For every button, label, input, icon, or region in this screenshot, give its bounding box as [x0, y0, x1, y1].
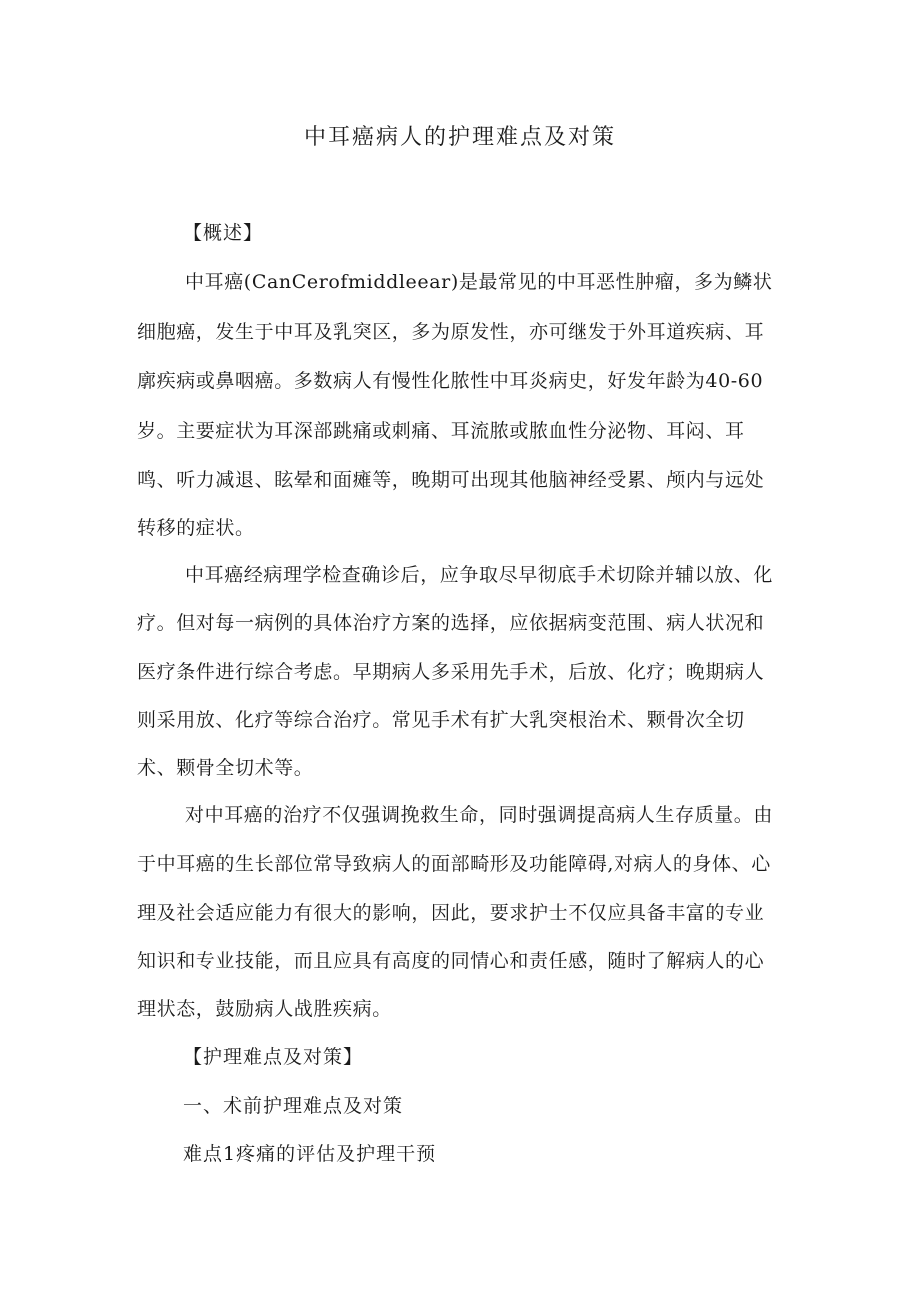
subheading-difficulty-1: 难点1疼痛的评估及护理干预: [183, 1143, 437, 1165]
paragraph-2-line: 中耳癌经病理学检查确诊后，应争取尽早彻底手术切除并辅以放、化: [185, 564, 774, 586]
paragraph-1-line: 中耳癌(CanCerofmiddleear)是最常见的中耳恶性肿瘤，多为鳞状: [185, 271, 773, 293]
paragraph-2-line: 术、颗骨全切术等。: [137, 757, 314, 779]
paragraph-3-line: 理及社会适应能力有很大的影响，因此，要求护士不仅应具备丰富的专业: [137, 902, 765, 924]
subheading-preoperative: 一、术前护理难点及对策: [183, 1095, 404, 1117]
document-title: 中耳癌病人的护理难点及对策: [303, 125, 616, 150]
paragraph-3-line: 于中耳癌的生长部位常导致病人的面部畸形及功能障碍,对病人的身体、心: [137, 853, 771, 875]
paragraph-2-line: 医疗条件进行综合考虑。早期病人多采用先手术，后放、化疗；晚期病人: [137, 661, 765, 683]
paragraph-3-line: 理状态，鼓励病人战胜疾病。: [137, 998, 392, 1020]
paragraph-3-line: 对中耳癌的治疗不仅强调挽救生命，同时强调提高病人生存质量。由: [185, 804, 774, 826]
paragraph-3-line: 知识和专业技能，而且应具有高度的同情心和责任感，随时了解病人的心: [137, 950, 765, 972]
paragraph-1-line: 岁。主要症状为耳深部跳痛或刺痛、耳流脓或脓血性分泌物、耳闷、耳: [137, 420, 745, 442]
section-heading-overview: 【概述】: [183, 222, 264, 244]
paragraph-1-line: 廓疾病或鼻咽癌。多数病人有慢性化脓性中耳炎病史，好发年龄为40-60: [137, 370, 764, 392]
paragraph-1-line: 细胞癌，发生于中耳及乳突区，多为原发性，亦可继发于外耳道疾病、耳: [137, 321, 765, 343]
paragraph-2-line: 疗。但对每一病例的具体治疗方案的选择，应依据病变范围、病人状况和: [137, 612, 765, 634]
section-heading-care: 【护理难点及对策】: [183, 1046, 364, 1068]
paragraph-1-line: 转移的症状。: [137, 517, 255, 539]
paragraph-2-line: 则采用放、化疗等综合治疗。常见手术有扩大乳突根治术、颗骨次全切: [137, 709, 745, 731]
paragraph-1-line: 鸣、听力减退、眩晕和面瘫等，晚期可出现其他脑神经受累、颅内与远处: [137, 469, 765, 491]
